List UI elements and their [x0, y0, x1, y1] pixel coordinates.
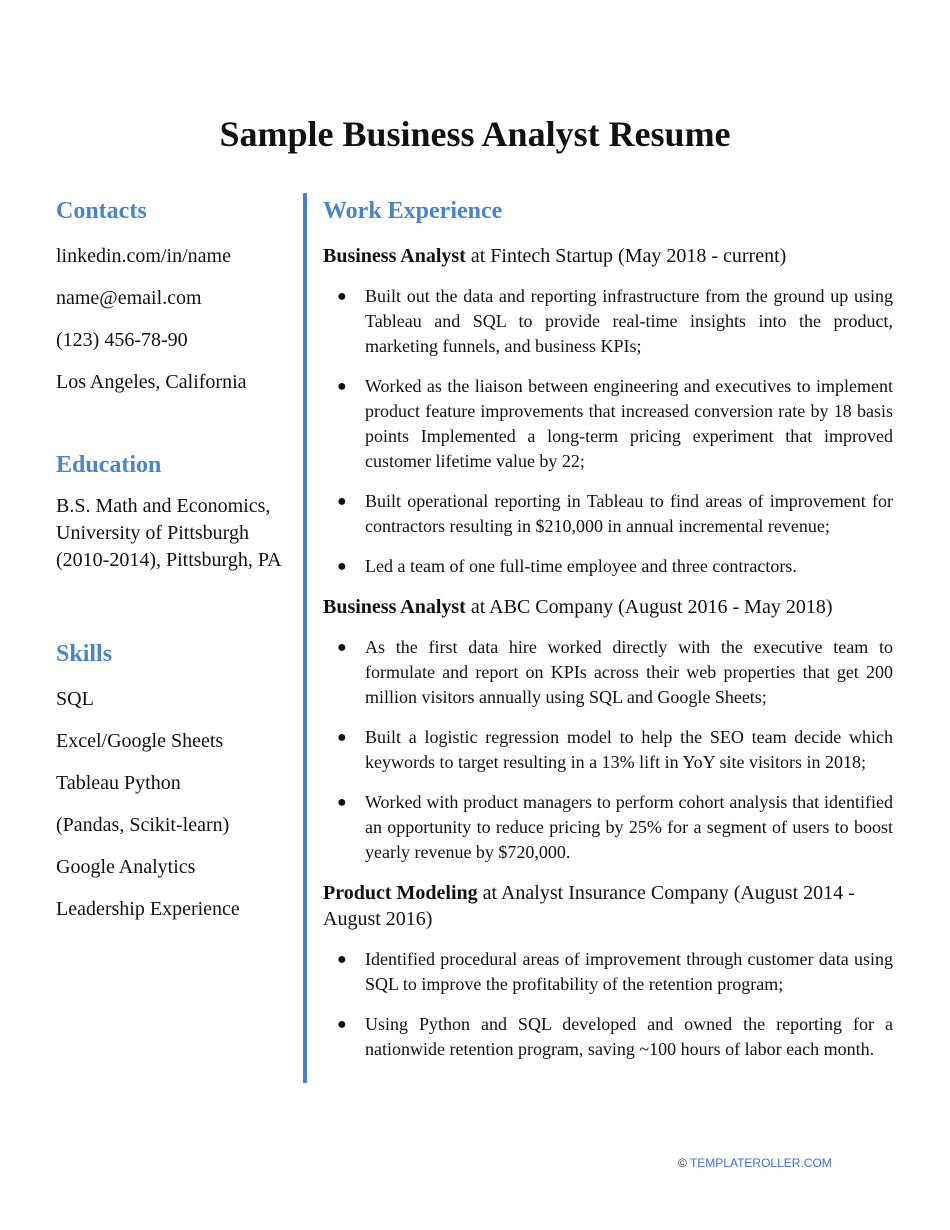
job-title	[323, 594, 893, 620]
bullet-item: ● Built operational reporting in Tableau to find areas of improvement for contractors resulting in $210,000 in annual incremental revenue;	[337, 491, 893, 536]
bullet-item: ● Built out the data and reporting infrastructure from the ground up using Tableau and SQL to provide real-time insights into the product, marketing funnels, and business KPIs;	[337, 286, 893, 356]
bullet-dot-icon: ●	[337, 558, 347, 575]
skills-heading: Skills	[56, 641, 113, 667]
right-column	[323, 194, 893, 1062]
bullet-item: ● Using Python and SQL developed and owned the reporting for a nationwide retention program, saving ~100 hours of labor each month.	[337, 1014, 893, 1059]
bullet-dot-icon: ●	[337, 729, 347, 746]
job-title	[323, 880, 893, 932]
footer-credit	[678, 1156, 832, 1170]
job-title	[323, 243, 893, 269]
work-experience-heading: Work Experience	[323, 198, 503, 224]
bullet-item: ● Identified procedural areas of improvement through customer data using SQL to improve the profitability of the retention program;	[337, 949, 893, 994]
bullet-item: ● Worked with product managers to perform cohort analysis that identified an opportunity to reduce pricing by 25% for a segment of users to boost yearly revenue by $720,000.	[337, 792, 893, 862]
skill-item: Tableau Python	[56, 772, 181, 794]
bullet-dot-icon: ●	[337, 639, 347, 656]
job-bullets	[323, 284, 893, 579]
bullet-item: ● Built a logistic regression model to help the SEO team decide which keywords to target resulting in a 13% lift in YoY site visitors in 2018;	[337, 727, 893, 772]
skill-item: Leadership Experience	[56, 898, 240, 920]
copyright-icon: ©	[678, 1156, 687, 1170]
bullet-item: ● Led a team of one full-time employee and three contractors.	[323, 554, 893, 579]
education-heading: Education	[56, 452, 162, 478]
bullet-dot-icon: ●	[337, 378, 347, 395]
education-line-3: (2010-2014), Pittsburgh, PA	[56, 549, 282, 571]
job-company-dates: at ABC Company (August 2016 - May 2018)	[465, 596, 833, 618]
contact-location: Los Angeles, California	[56, 371, 247, 393]
education-line-2: University of Pittsburgh	[56, 522, 249, 544]
skill-item: Google Analytics	[56, 856, 196, 878]
bullet-item: ● Worked as the liaison between engineering and executives to implement product feature improvements that increased conversion rate by 18 basis points Implemented a long-term pricing experiment that improved customer lifetime value by 22;	[337, 376, 893, 471]
bullet-dot-icon: ●	[337, 794, 347, 811]
contacts-heading: Contacts	[56, 198, 147, 224]
job-bullets	[323, 947, 893, 1062]
skill-item: (Pandas, Scikit-learn)	[56, 814, 230, 836]
bullet-item: ● As the first data hire worked directly with the executive team to formulate and report on KPIs across their web properties that get 200 million visitors annually using SQL and Google Sheets;	[337, 637, 893, 707]
bullet-dot-icon: ●	[337, 951, 347, 968]
footer-link[interactable]: TEMPLATEROLLER.COM	[689, 1156, 832, 1170]
page-title: Sample Business Analyst Resume	[219, 114, 731, 154]
left-column	[56, 194, 296, 922]
skill-item: Excel/Google Sheets	[56, 730, 224, 752]
column-divider	[303, 193, 307, 1083]
bullet-dot-icon: ●	[337, 493, 347, 510]
contact-linkedin: linkedin.com/in/name	[56, 245, 231, 267]
job-company-dates: at Analyst Insurance Company (August 2014 - August 2016)	[323, 882, 855, 930]
job-role: Business Analyst	[323, 245, 466, 267]
bullet-dot-icon: ●	[337, 288, 347, 305]
job-company-dates: at Fintech Startup (May 2018 - current)	[465, 245, 787, 267]
contact-email: name@email.com	[56, 287, 202, 309]
education-line-1: B.S. Math and Economics,	[56, 495, 271, 517]
skill-item: SQL	[56, 688, 94, 710]
contact-phone: (123) 456-78-90	[56, 329, 188, 351]
job-role: Product Modeling	[323, 882, 478, 904]
bullet-dot-icon: ●	[337, 1016, 347, 1033]
job-role: Business Analyst	[323, 596, 466, 618]
job-bullets	[323, 635, 893, 865]
